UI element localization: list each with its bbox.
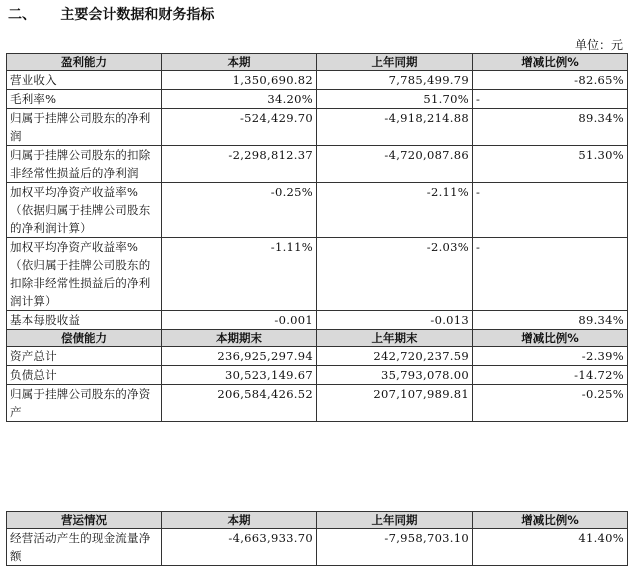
row-label: 经营活动产生的现金流量净额 [7,529,162,566]
header-cell: 增减比例% [473,54,628,71]
table-row [7,146,628,183]
change-value: -82.65% [473,71,628,90]
change-value: - [473,238,628,311]
change-value: 89.34% [473,311,628,330]
table-row [7,183,628,238]
section-title: 二、 主要会计数据和财务指标 [8,7,215,23]
header-cell: 本期 [162,54,317,71]
previous-value: 35,793,078.00 [317,366,473,385]
row-label: 负债总计 [7,366,162,385]
solvency-header-row [7,330,628,347]
header-cell: 上年同期 [317,54,473,71]
operations-header-row [7,512,628,529]
table-row [7,109,628,146]
table-row [7,71,628,90]
table-row [7,385,628,422]
table-row [7,311,628,330]
current-value: 236,925,297.94 [162,347,317,366]
current-value: -4,663,933.70 [162,529,317,566]
previous-value: 7,785,499.79 [317,71,473,90]
row-label: 加权平均净资产收益率%（依据归属于挂牌公司股东的净利润计算） [7,183,162,238]
row-label: 归属于挂牌公司股东的净资产 [7,385,162,422]
profitability-header-row [7,54,628,71]
previous-value: 51.70% [317,90,473,109]
financial-indicators-table [6,53,628,422]
header-cell: 本期期末 [162,330,317,347]
row-label: 加权平均净资产收益率%（依归属于挂牌公司股东的扣除非经常性损益后的净利润计算） [7,238,162,311]
table-row [7,347,628,366]
row-label: 营业收入 [7,71,162,90]
previous-value: -2.03% [317,238,473,311]
current-value: -2,298,812.37 [162,146,317,183]
header-cell: 营运情况 [7,512,162,529]
header-cell: 上年期末 [317,330,473,347]
header-cell: 上年同期 [317,512,473,529]
previous-value: 242,720,237.59 [317,347,473,366]
row-label: 资产总计 [7,347,162,366]
current-value: 34.20% [162,90,317,109]
current-value: -0.25% [162,183,317,238]
header-cell: 本期 [162,512,317,529]
header-cell: 盈利能力 [7,54,162,71]
operations-table [6,511,628,566]
unit-label: 单位：元 [574,38,623,52]
header-cell: 增减比例% [473,330,628,347]
previous-value: -4,918,214.88 [317,109,473,146]
current-value: 1,350,690.82 [162,71,317,90]
change-value: -2.39% [473,347,628,366]
current-value: -0.001 [162,311,317,330]
current-value: 206,584,426.52 [162,385,317,422]
current-value: -524,429.70 [162,109,317,146]
current-value: 30,523,149.67 [162,366,317,385]
previous-value: -7,958,703.10 [317,529,473,566]
current-value: -1.11% [162,238,317,311]
change-value: 51.30% [473,146,628,183]
change-value: - [473,183,628,238]
previous-value: 207,107,989.81 [317,385,473,422]
change-value: - [473,90,628,109]
change-value: 41.40% [473,529,628,566]
header-cell: 偿债能力 [7,330,162,347]
table-row [7,90,628,109]
row-label: 基本每股收益 [7,311,162,330]
change-value: -0.25% [473,385,628,422]
row-label: 归属于挂牌公司股东的扣除非经常性损益后的净利润 [7,146,162,183]
previous-value: -4,720,087.86 [317,146,473,183]
row-label: 毛利率% [7,90,162,109]
row-label: 归属于挂牌公司股东的净利润 [7,109,162,146]
change-value: 89.34% [473,109,628,146]
header-cell: 增减比例% [473,512,628,529]
previous-value: -0.013 [317,311,473,330]
previous-value: -2.11% [317,183,473,238]
table-row [7,238,628,311]
table-row [7,366,628,385]
change-value: -14.72% [473,366,628,385]
table-row [7,529,628,566]
